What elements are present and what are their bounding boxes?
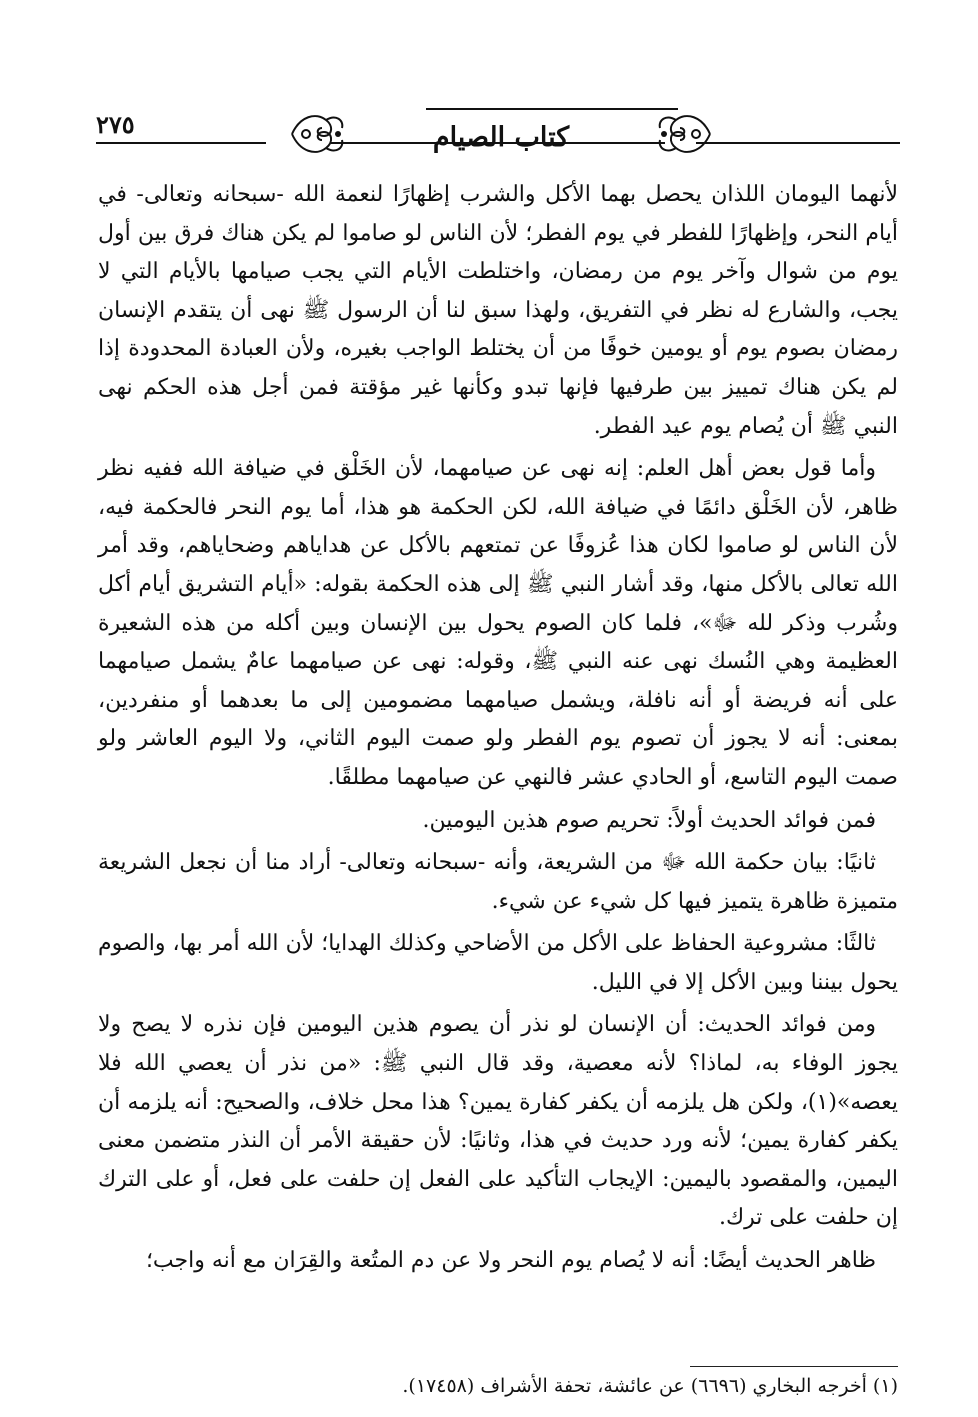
- paragraph: وأما قول بعض أهل العلم: إنه نهى عن صيامهما، لأن الخَلْق في ضيافة الله ففيه نظر ظاهر، لأن الخَلْق دائمًا في ضيافة الله، لكن الحكمة هو هذا، أما يوم النحر فالحكمة فيه، لأن الناس لو صاموا لكان هذا عُزوفًا عن تمتعهم بالأكل عن هداياهم وضحاياهم، وقد أمر الله تعالى بالأكل منها، وقد أشار النبي ﷺ إلى هذه الحكمة بقوله: «أيام التشريق أيام أكل وشُرب وذكر لله ﷻ»، فلما كان الصوم يحول بين الإنسان وبين أكله من هذه الشعيرة العظيمة وهي النُسك نهى عنه النبي ﷺ، وقوله: نهى عن صيامهما عامٌ يشمل صيامهما على أنه فريضة أو أنه نافلة، ويشمل صيامهما مضمومين إلى ما بعدهما أو منفردين، بمعنى: أنه لا يجوز أن تصوم يوم الفطر ولو صمت اليوم الثاني، ولا اليوم العاشر ولو صمت اليوم التاسع، أو الحادي عشر فالنهي عن صيامهما مطلقًا.: [98, 456, 898, 790]
- page-number: ٢٧٥: [96, 110, 135, 139]
- paragraph: فمن فوائد الحديث أولاً: تحريم صوم هذين اليومين.: [422, 807, 876, 833]
- footnote: (١) أخرجه البخاري (٦٦٩٦) عن عائشة، تحفة الأشراف (١٧٤٥٨).: [402, 1375, 898, 1397]
- ornament-right-icon: [654, 106, 716, 162]
- ornament-left-icon: [286, 106, 348, 162]
- paragraph: ثالثًا: مشروعية الحفاظ على الأكل من الأضاحي وكذلك الهدايا؛ لأن الله أمر بها، والصوم يحول بيننا وبين الأكل إلا في الليل.: [98, 931, 898, 995]
- paragraph: لأنهما اليومان اللذان يحصل بهما الأكل والشرب إظهارًا لنعمة الله -سبحانه وتعالى- في أيام النحر، وإظهارًا للفطر في يوم الفطر؛ لأن الناس لو صاموا لم يكن هناك فرق بين أول يوم من شوال وآخر يوم من رمضان، واختلطت الأيام التي يجب صيامها بالأيام التي لا يجب، والشارع له نظر في التفريق، ولهذا سبق لنا أن الرسول ﷺ نهى أن يتقدم الإنسان رمضان بصوم يوم أو يومين خوفًا من أن يختلط الواجب بغيره، ولأن العبادة المحدودة إذا لم يكن هناك تمييز بين طرفيها فإنها تبدو وكأنها غير مؤقتة فمن أجل هذه الحكم نهى النبي ﷺ أن يُصام يوم عيد الفطر.: [98, 182, 898, 439]
- body-text: [98, 176, 898, 1281]
- book-title: كتاب الصيام: [432, 122, 570, 153]
- paragraph: ظاهر الحديث أيضًا: أنه لا يُصام يوم النحر ولا عن دم المتُعة والقِرَان مع أنه واجب؛: [145, 1248, 876, 1274]
- page-header: [96, 98, 900, 168]
- footnote-separator: [690, 1366, 898, 1367]
- header-rule-top: [426, 108, 678, 110]
- paragraph: ومن فوائد الحديث: أن الإنسان لو نذر أن يصوم هذين اليومين فإن نذره لا يصح ولا يجوز الوفاء به، لماذا؟ لأنه معصية، وقد قال النبي ﷺ: «من نذر أن يعصي الله فلا يعصه»(١)، ولكن هل يلزمه أن يكفر كفارة يمين؟ هذا محل خلاف، والصحيح: أنه يلزمه أن يكفر كفارة يمين؛ لأنه ورد حديث في هذا، وثانيًا: لأن حقيقة الأمر أن النذر متضمن معنى اليمين، والمقصود باليمين: الإيجاب التأكيد على الفعل إن حلفت على فعل، أو على الترك إن حلفت على ترك.: [98, 1012, 898, 1231]
- header-rule-right: [696, 142, 900, 144]
- header-rule-left: [96, 142, 266, 144]
- paragraph: ثانيًا: بيان حكمة الله ﷻ من الشريعة، وأنه -سبحانه وتعالى- أراد منا أن نجعل الشريعة متميزة ظاهرة يتميز فيها كل شيء عن شيء.: [98, 850, 898, 914]
